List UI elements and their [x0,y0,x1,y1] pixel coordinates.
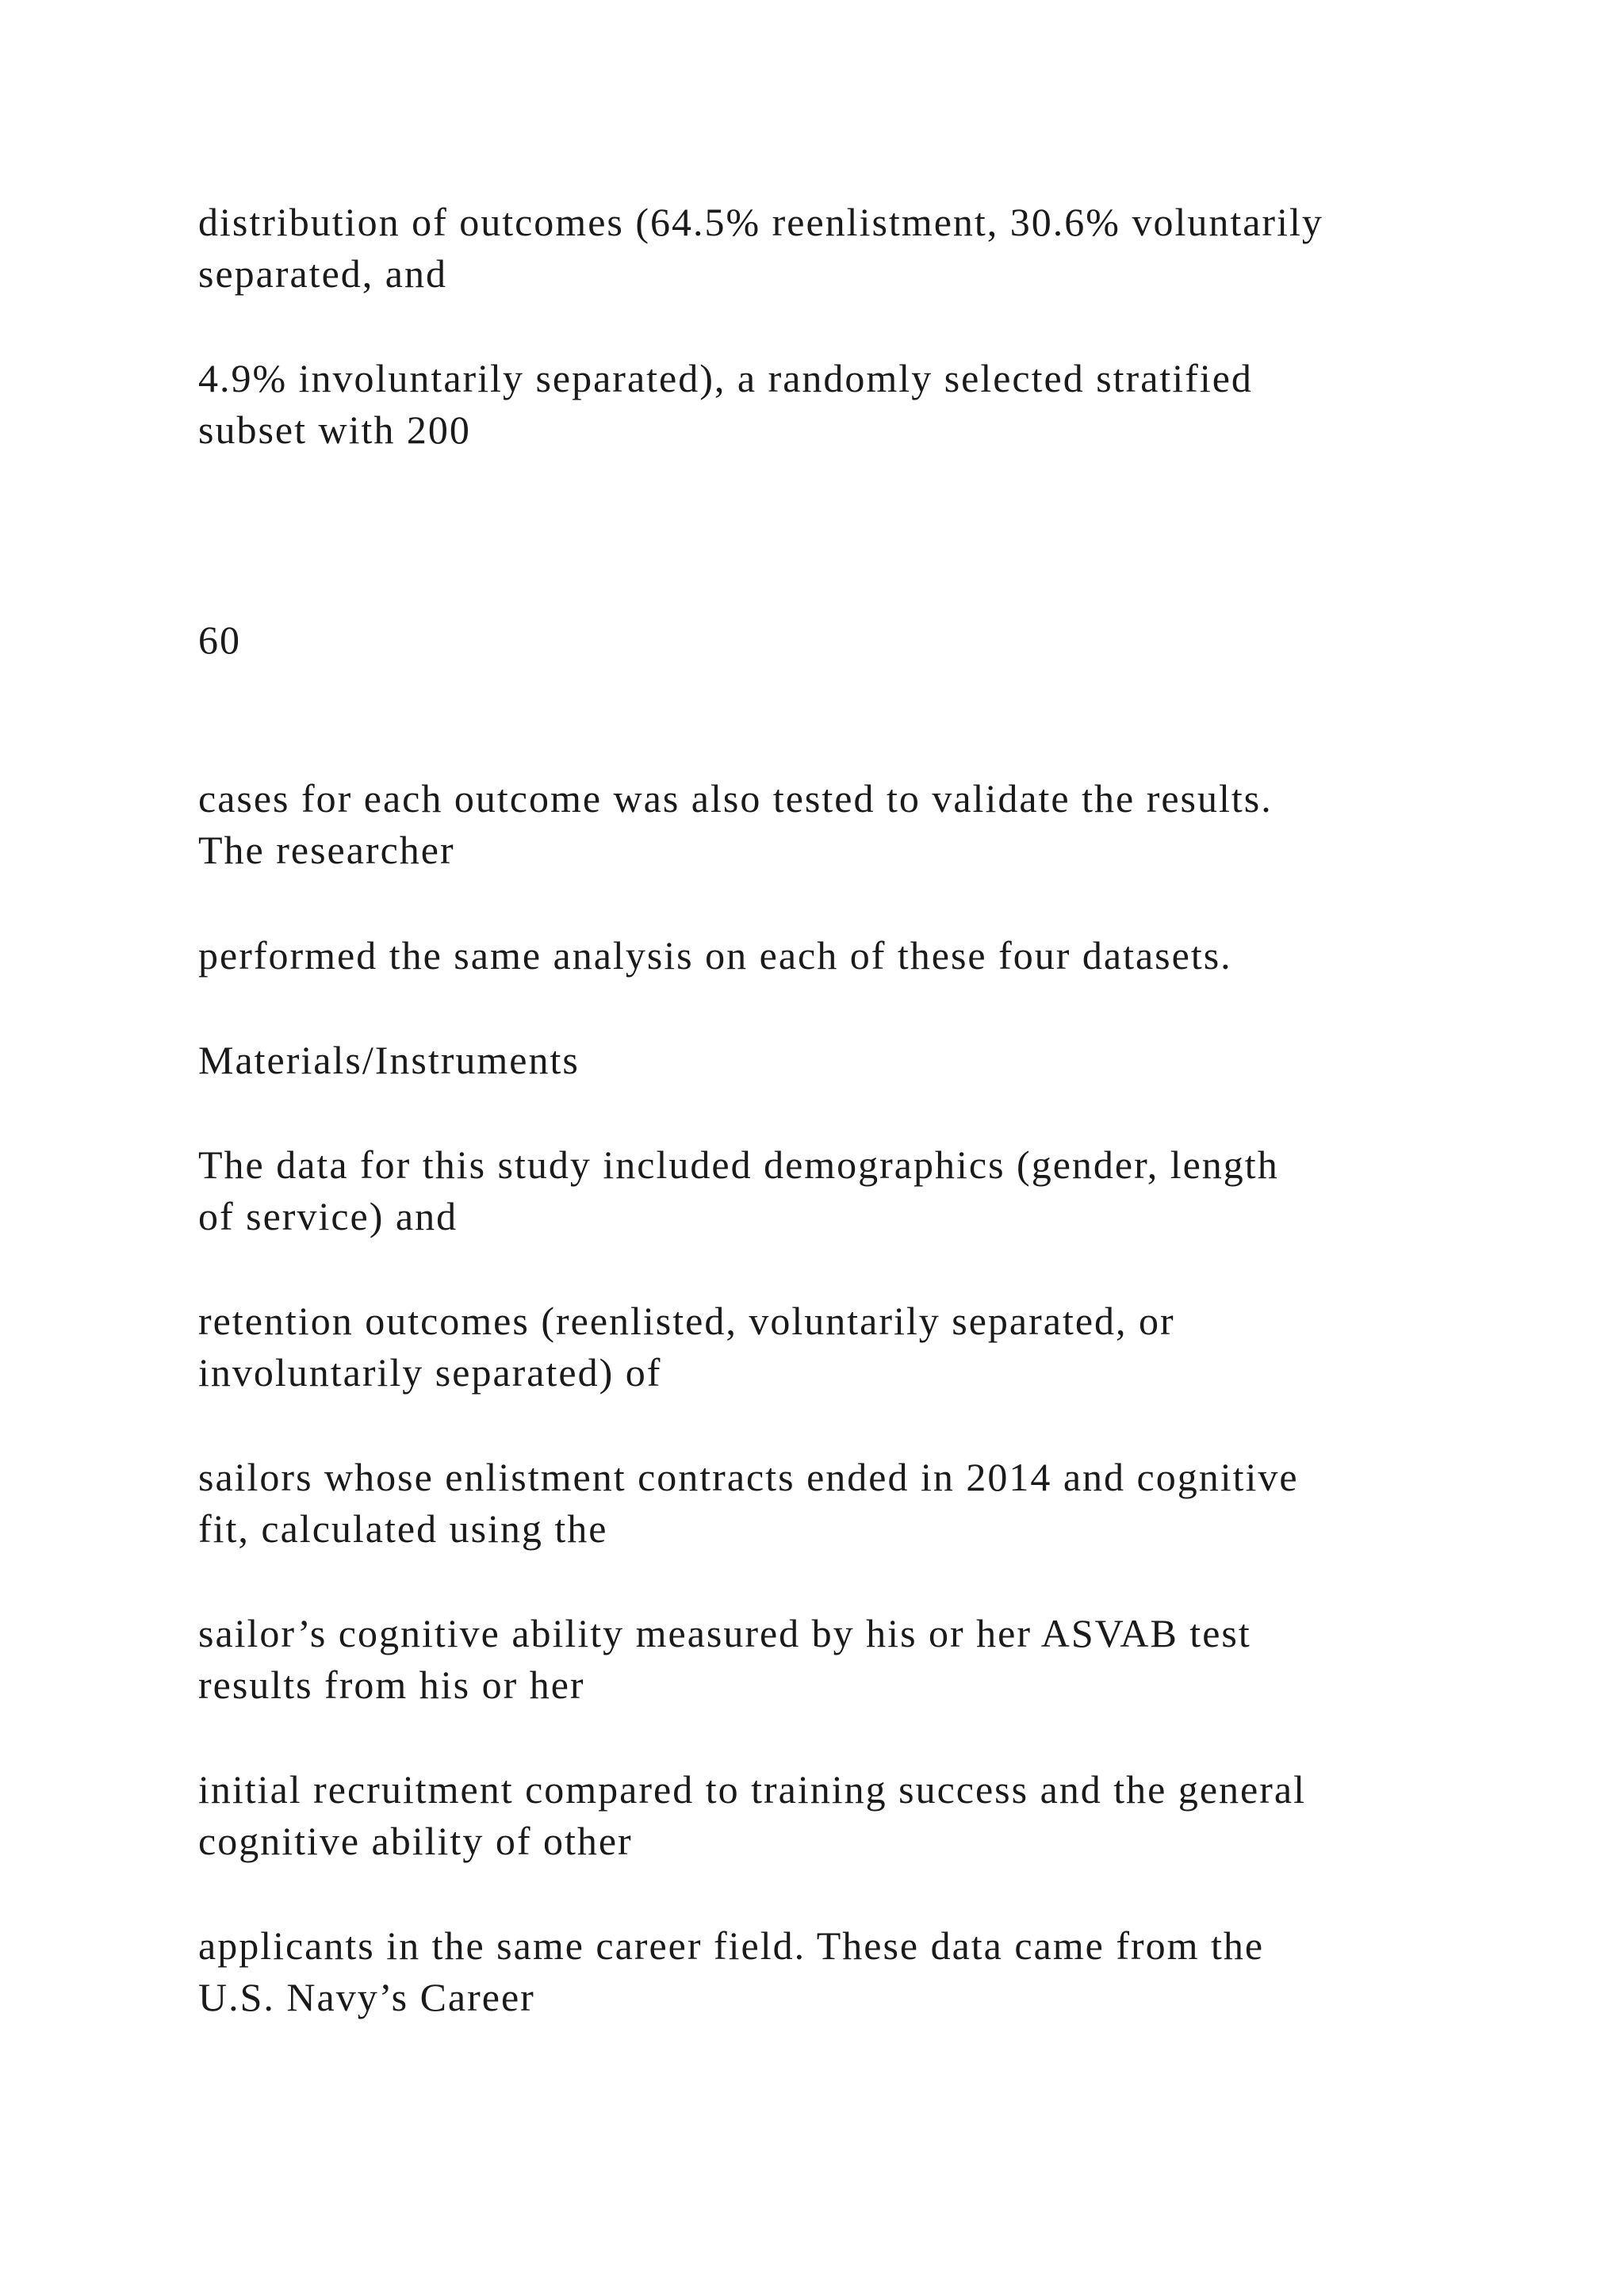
text-line: performed the same analysis on each of these four datasets. [198,933,1232,978]
text-line: U.S. Navy’s Career [198,1975,535,2019]
paragraph-same-analysis [198,930,1499,982]
text-line: sailor’s cognitive ability measured by his or her ASVAB test [198,1611,1251,1655]
text-line: sailors whose enlistment contracts ended in 2014 and cognitive [198,1455,1299,1499]
paragraph-sailors-contracts [198,1452,1499,1555]
paragraph-data-source [198,1920,1499,2023]
section-heading-text: Materials/Instruments [198,1038,580,1082]
paragraph-initial-recruitment [198,1764,1499,1867]
page-number-text: 60 [198,618,241,662]
paragraph-outcome-distribution [198,197,1499,300]
text-line: involuntarily separated) of [198,1350,662,1395]
text-line: The data for this study included demographics (gender, length [198,1142,1279,1187]
paragraph-data-demographics [198,1139,1499,1242]
text-line: distribution of outcomes (64.5% reenlistment, 30.6% voluntarily [198,200,1323,244]
page-number [198,614,1499,666]
text-line: subset with 200 [198,408,471,452]
paragraph-retention-outcomes [198,1295,1499,1399]
text-line: separated, and [198,251,447,296]
paragraph-stratified-subset [198,353,1499,456]
text-line: 4.9% involuntarily separated), a randomly selected stratified [198,356,1253,400]
paragraph-cognitive-ability [198,1608,1499,1711]
text-line: retention outcomes (reenlisted, voluntarily separated, or [198,1299,1175,1343]
text-line: The researcher [198,828,455,872]
paragraph-validation [198,773,1499,876]
text-line: results from his or her [198,1663,585,1707]
text-line: applicants in the same career field. These data came from the [198,1923,1265,1968]
text-line: of service) and [198,1194,458,1238]
section-heading [198,1035,1499,1086]
text-line: initial recruitment compared to training success and the general [198,1767,1306,1812]
text-line: cognitive ability of other [198,1819,633,1863]
text-line: cases for each outcome was also tested to validate the results. [198,776,1273,821]
text-line: fit, calculated using the [198,1506,608,1551]
